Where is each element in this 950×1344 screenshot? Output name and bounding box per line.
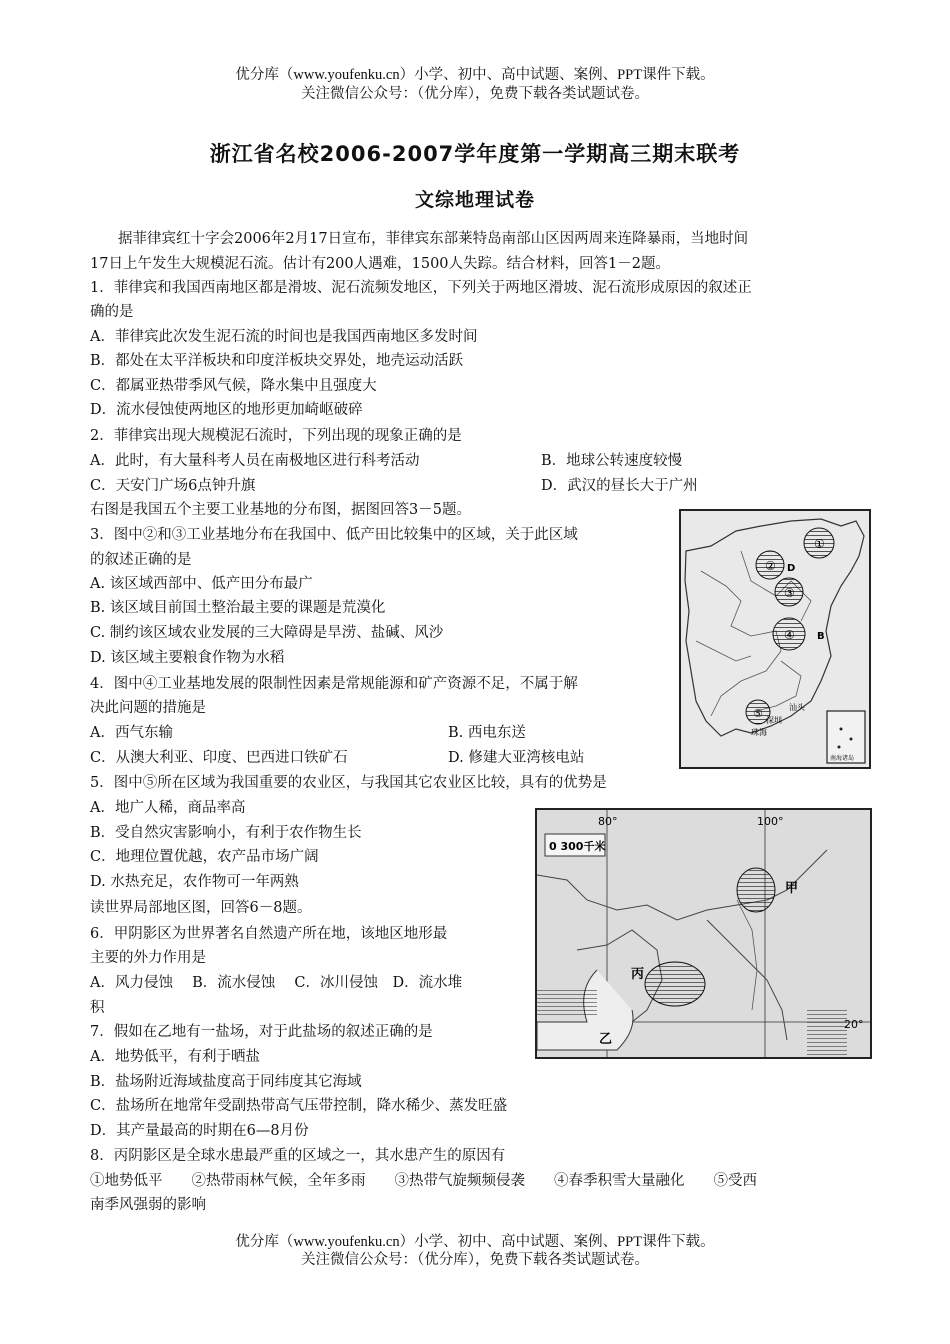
map2-lon-80: 80° <box>598 815 618 828</box>
map1-label-b: B <box>817 631 825 642</box>
map1-label-d: D <box>787 563 796 574</box>
q3-option-c: C. 制约该区域农业发展的三大障碍是旱涝、盐碱、风沙 <box>90 625 444 641</box>
q1-option-c: C．都属亚热带季风气候，降水集中且强度大 <box>90 378 377 394</box>
q8-items: ①地势低平 ②热带雨林气候，全年多雨 ③热带气旋频频侵袭 ④春季积雪大量融化 ⑤受西 <box>90 1173 757 1189</box>
q4-option-d: D. 修建大亚湾核电站 <box>448 750 585 766</box>
q5-stem: 5．图中⑤所在区域为我国重要的农业区，与我国其它农业区比较，具有的优势是 <box>90 775 607 791</box>
q3-option-d: D. 该区域主要粮食作物为水稻 <box>90 650 285 666</box>
map2-lon-100: 100° <box>757 815 784 828</box>
map2-lat-20: 20° <box>844 1018 864 1031</box>
q1-option-b: B．都处在太平洋板块和印度洋板块交界处，地壳运动活跃 <box>90 353 464 369</box>
map1-label-zhuhai: 珠海 <box>751 728 767 737</box>
q7-option-b: B．盐场附近海域盐度高于同纬度其它海域 <box>90 1074 362 1090</box>
intro-line-2: 17日上午发生大规模泥石流。估计有200人遇难，1500人失踪。结合材料，回答1－2题。 <box>90 256 670 272</box>
q8-items-cont: 南季风强弱的影响 <box>90 1197 206 1213</box>
q6-stem-2: 主要的外力作用是 <box>90 950 206 966</box>
world-region-map <box>535 808 872 1059</box>
q4-stem-1: 4．图中④工业基地发展的限制性因素是常规能源和矿产资源不足，不属于解 <box>90 676 578 692</box>
q4-option-c: C．从澳大利亚、印度、巴西进口铁矿石 <box>90 750 348 766</box>
china-industrial-bases-map <box>679 509 871 769</box>
q7-option-a: A．地势低平，有利于晒盐 <box>90 1049 260 1065</box>
map2-label-bing: 丙 <box>631 967 645 982</box>
q3-option-b: B. 该区域目前国土整治最主要的课题是荒漠化 <box>90 600 386 616</box>
map1-label-2: ② <box>765 559 776 573</box>
q4-option-b: B. 西电东送 <box>448 725 526 741</box>
q3-stem-2: 的叙述正确的是 <box>90 552 192 568</box>
q5-option-a: A．地广人稀，商品率高 <box>90 800 246 816</box>
q2-stem: 2．菲律宾出现大规模泥石流时，下列出现的现象正确的是 <box>90 428 462 444</box>
map1-label-1: ① <box>814 537 825 551</box>
q6-options-cont: 积 <box>90 1000 105 1016</box>
q4-option-a: A．西气东输 <box>90 725 173 741</box>
intro-line-1: 据菲律宾红十字会2006年2月17日宣布，菲律宾东部莱特岛南部山区因两周来连降暴雨，当地时间 <box>118 231 749 247</box>
map2-label-jia: 甲 <box>785 881 799 896</box>
intro-q6-8: 读世界局部地区图，回答6－8题。 <box>90 900 312 916</box>
q7-option-c: C．盐场所在地常年受副热带高气压带控制，降水稀少、蒸发旺盛 <box>90 1098 508 1114</box>
map1-inset-label: 南海诸岛 <box>830 755 855 762</box>
q8-stem: 8．丙阴影区是全球水患最严重的区域之一，其水患产生的原因有 <box>90 1148 506 1164</box>
map1-label-5: ⑤ <box>753 707 763 720</box>
page-subtitle: 文综地理试卷 <box>414 189 535 211</box>
q2-option-a: A．此时，有大量科考人员在南极地区进行科考活动 <box>90 453 420 469</box>
q3-option-a: A. 该区域西部中、低产田分布最广 <box>90 576 313 592</box>
q1-option-d: D．流水侵蚀使两地区的地形更加崎岖破碎 <box>90 402 363 418</box>
map1-label-shantou: 汕头 <box>789 703 805 712</box>
q7-option-d: D．其产量最高的时期在6—8月份 <box>90 1123 309 1139</box>
header-line-1: 优分库（www.youfenku.cn）小学、初中、高中试题、案例、PPT课件下载。 <box>235 67 715 83</box>
map2-label-yi: 乙 <box>599 1032 613 1047</box>
map2-scale: 0 300千米 <box>549 840 606 853</box>
q1-option-a: A．菲律宾此次发生泥石流的时间也是我国西南地区多发时间 <box>90 329 478 345</box>
map1-label-4: ④ <box>784 628 795 642</box>
header-line-2: 关注微信公众号：（优分库），免费下载各类试题试卷。 <box>301 86 649 102</box>
q5-option-c: C．地理位置优越，农产品市场广阔 <box>90 849 319 865</box>
q2-option-d: D．武汉的昼长大于广州 <box>541 478 698 494</box>
q4-stem-2: 决此问题的措施是 <box>90 700 206 716</box>
footer-line-1: 优分库（www.youfenku.cn）小学、初中、高中试题、案例、PPT课件下载。 <box>235 1234 715 1250</box>
q3-stem-1: 3．图中②和③工业基地分布在我国中、低产田比较集中的区域，关于此区域 <box>90 527 578 543</box>
q6-options: A．风力侵蚀 B．流水侵蚀 C．冰川侵蚀 D．流水堆 <box>90 975 463 991</box>
q2-option-b: B．地球公转速度较慢 <box>541 453 683 469</box>
q1-stem-1: 1．菲律宾和我国西南地区都是滑坡、泥石流频发地区，下列关于两地区滑坡、泥石流形成原因的叙述正 <box>90 280 752 296</box>
footer-line-2: 关注微信公众号：（优分库），免费下载各类试题试卷。 <box>301 1252 649 1268</box>
map1-label-3: ③ <box>784 586 795 600</box>
q5-option-b: B．受自然灾害影响小，有利于农作物生长 <box>90 825 362 841</box>
q2-option-c: C．天安门广场6点钟升旗 <box>90 478 256 494</box>
page-title: 浙江省名校2006-2007学年度第一学期高三期末联考 <box>209 142 741 166</box>
q1-stem-2: 确的是 <box>90 304 134 320</box>
map1-label-shenzhen: 深圳 <box>766 716 782 725</box>
q7-stem: 7．假如在乙地有一盐场，对于此盐场的叙述正确的是 <box>90 1024 433 1040</box>
intro-q3-5: 右图是我国五个主要工业基地的分布图，据图回答3－5题。 <box>90 502 471 518</box>
q6-stem-1: 6．甲阴影区为世界著名自然遗产所在地，该地区地形最 <box>90 926 448 942</box>
q5-option-d: D. 水热充足，农作物可一年两熟 <box>90 874 299 890</box>
